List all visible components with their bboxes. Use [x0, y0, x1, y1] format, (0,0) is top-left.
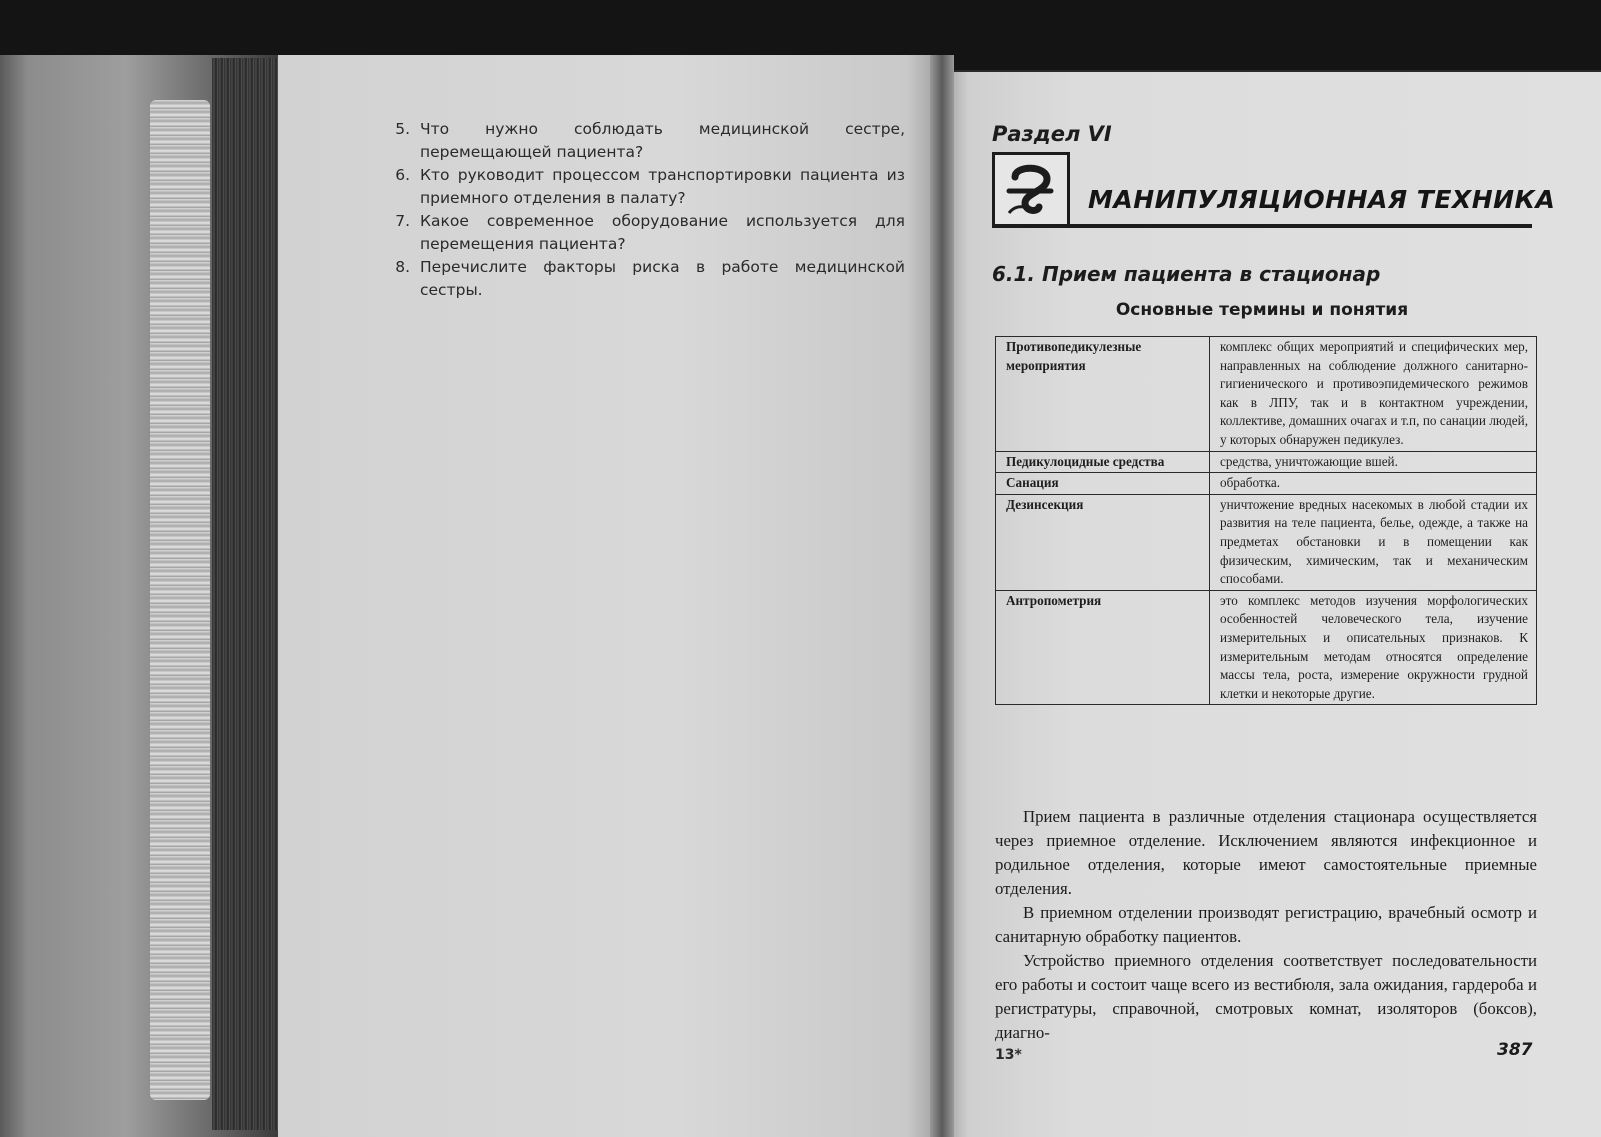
title-underline [992, 224, 1532, 228]
question-item [385, 256, 905, 302]
question-number: 7. [395, 212, 410, 230]
definition-cell: обработка. [1210, 473, 1537, 495]
question-item [385, 164, 905, 210]
paragraph: Устройство приемного отделения соответствует последовательности его работы и состоит чаще всего из вестибюля, зала ожидания, гардероба и регистратуры, справочной, смотровых комнат, изоляторов (боксов), диагно- [995, 951, 1537, 1042]
section-title: МАНИПУЛЯЦИОННАЯ ТЕХНИКА [1088, 185, 1556, 214]
definition-cell: это комплекс методов изучения морфологических особенностей человеческого тела, изучение измерительных и описательных признаков. К измерительным методам относятся определение массы тела, роста, измерение окружности грудной клетки и некоторые другие. [1210, 590, 1537, 705]
page-stack-edge [150, 100, 210, 1100]
question-item [385, 210, 905, 256]
medical-emblem-icon [992, 152, 1070, 228]
table-row [996, 494, 1537, 590]
definition-cell: средства, уничтожающие вшей. [1210, 451, 1537, 473]
definition-cell: комплекс общих мероприятий и специфических мер, направленных на соблюдение должного санитарно-гигиенического и противоэпидемического режимов как в ЛПУ, так и в контактном учреждении, коллективе, домашних очагах и т.п, по санации людей, у которых обнаружен педикулез. [1210, 337, 1537, 452]
question-item [385, 118, 905, 164]
table-row [996, 337, 1537, 452]
book-gutter [930, 55, 954, 1137]
subsection-title: 6.1. Прием пациента в стационар [992, 262, 1381, 286]
term-cell: Санация [996, 473, 1210, 495]
question-number: 6. [395, 166, 410, 184]
term-cell: Антропометрия [996, 590, 1210, 705]
table-row [996, 590, 1537, 705]
body-text [995, 805, 1537, 1045]
paragraph: В приемном отделении производят регистрацию, врачебный осмотр и санитарную обработку пациентов. [995, 903, 1537, 946]
section-label: Раздел VI [992, 122, 1112, 146]
term-cell: Дезинсекция [996, 494, 1210, 590]
question-text: Какое современное оборудование используется для перемещения пациента? [420, 212, 905, 253]
question-number: 8. [395, 258, 410, 276]
definition-cell: уничтожение вредных насекомых в любой стадии их развития на теле пациента, белье, одежде, а также на предметах обстановки и в помещении как физическим, химическим, так и механическим способами. [1210, 494, 1537, 590]
term-cell: Педикулоцидные средства [996, 451, 1210, 473]
question-number: 5. [395, 120, 410, 138]
page-number: 387 [1497, 1040, 1533, 1060]
page-block-edge [212, 58, 280, 1130]
question-text: Кто руководит процессом транспортировки пациента из приемного отделения в палату? [420, 166, 905, 207]
terms-heading: Основные термины и понятия [1115, 300, 1409, 320]
table-row [996, 473, 1537, 495]
paragraph: Прием пациента в различные отделения стационара осуществляется через приемное отделение. Исключением являются инфекционное и родильное отделения, которые имеют самостоятельные приемные отделения. [995, 807, 1537, 898]
terms-table [995, 336, 1537, 705]
signature-mark: 13* [995, 1047, 1022, 1063]
question-text: Что нужно соблюдать медицинской сестре, перемещающей пациента? [420, 120, 905, 161]
review-questions-list [385, 118, 905, 302]
term-cell: Противопедикулезные мероприятия [996, 337, 1210, 452]
question-text: Перечислите факторы риска в работе медицинской сестры. [420, 258, 905, 299]
table-row [996, 451, 1537, 473]
